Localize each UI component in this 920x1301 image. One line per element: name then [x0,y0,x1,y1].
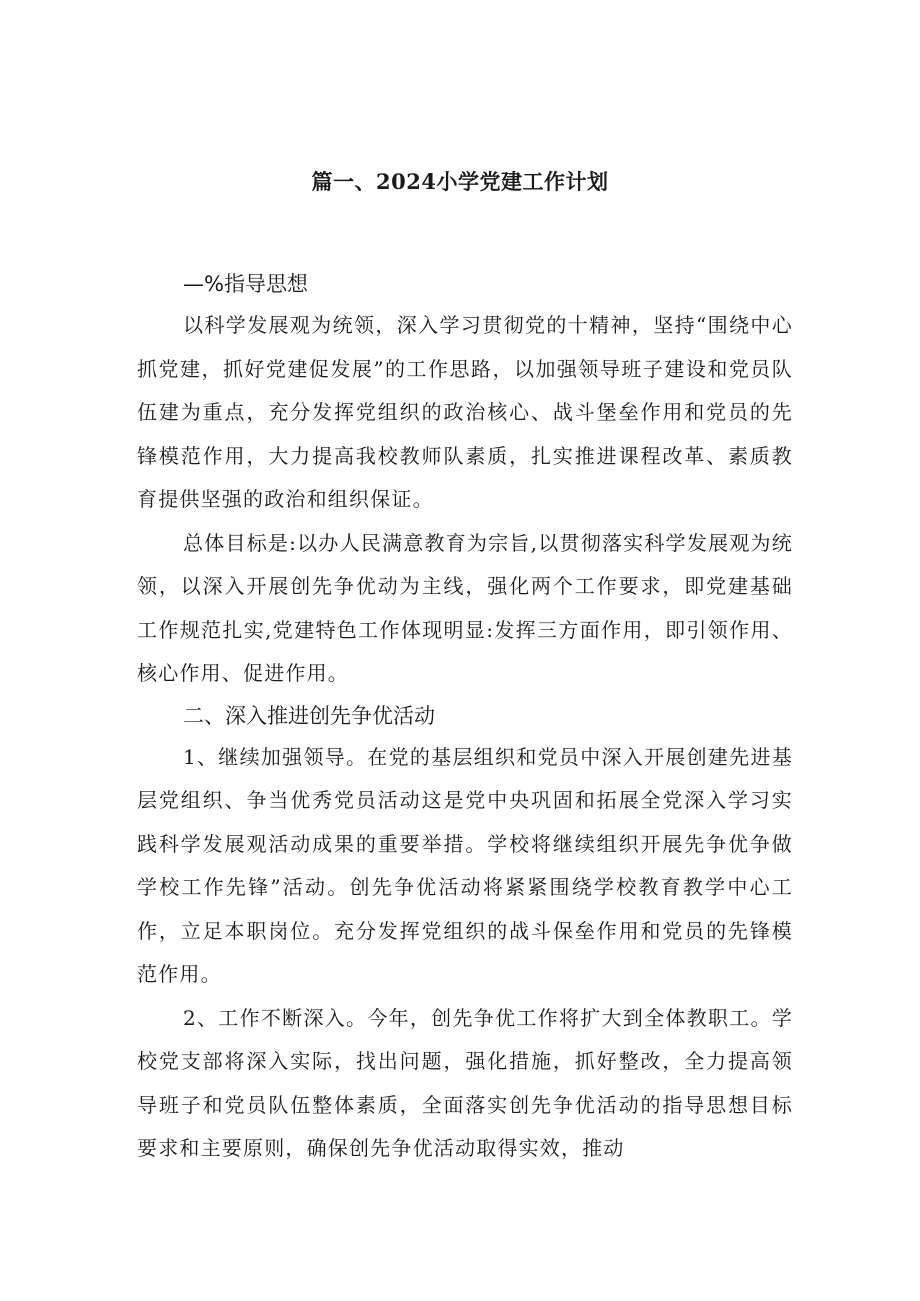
paragraph: 总体目标是:以办人民满意教育为宗旨,以贯彻落实科学发展观为统领，以深入开展创先争优动为主线，强化两个工作要求，即党建基础工作规范扎实,党建特色工作体现明显:发挥三方面作用，即引领作用、核心作用、促进作用。 [137,530,793,685]
paragraph: 以科学发展观为统领，深入学习贯彻党的十精神，坚持“围绕中心抓党建，抓好党建促发展”的工作思路，以加强领导班子建设和党员队伍建为重点，充分发挥党组织的政治核心、战斗堡垒作用和党员的先锋模范作用，大力提高我校教师队素质，扎实推进课程改革、素质教育提供坚强的政治和组织保证。 [137,313,793,511]
document-body [137,264,793,1171]
section-heading-create-excellence: 二、深入推进创先争优活动 [183,703,435,728]
paragraph: 2、工作不断深入。今年，创先争优工作将扩大到全体教职工。学校党支部将深入实际，找出问题，强化措施，抓好整改，全力提高领导班子和党员队伍整体素质，全面落实创先争优活动的指导思想目标要求和主要原则，确保创先争优活动取得实效，推动 [137,1005,793,1160]
document-title: 篇一、2024小学党建工作计划 [311,169,609,194]
section-heading-guiding-ideology: —%指导思想 [183,272,308,296]
paragraph: 1、继续加强领导。在党的基层组织和党员中深入开展创建先进基层党组织、争当优秀党员活动这是党中央巩固和拓展全党深入学习实践科学发展观活动成果的重要举措。学校将继续组织开展先争优争做学校工作先锋”活动。创先争优活动将紧紧围绕学校教育教学中心工作，立足本职岗位。充分发挥党组织的战斗保垒作用和党员的先锋模范作用。 [137,744,793,986]
